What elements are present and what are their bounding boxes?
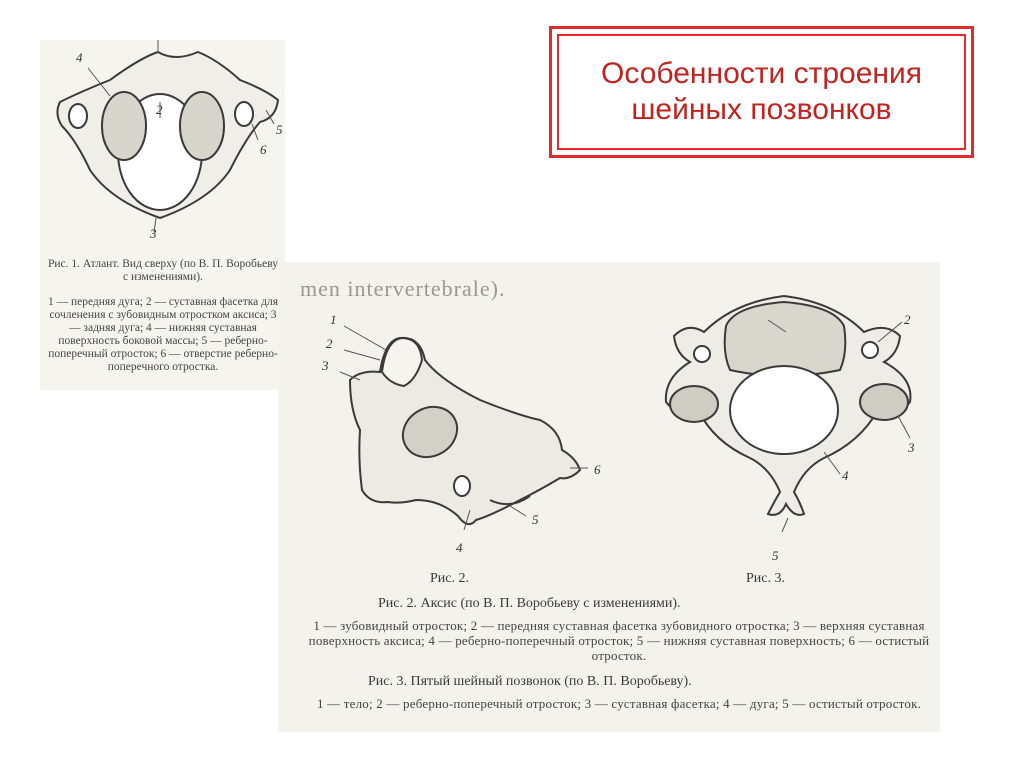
figure-1-label: 5 [276, 122, 283, 137]
title-inner-frame [557, 34, 966, 150]
figure-2-caption: Рис. 2. Аксис (по В. П. Воробьеву с изменениями). [378, 596, 681, 611]
figure-3-label: 5 [772, 548, 779, 563]
figure-2-short-caption: Рис. 2. [430, 571, 469, 586]
figure-1-legend: 1 — передняя дуга; 2 — суставная фасетка для сочленения с зубовидным отростком аксиса; 3 — задняя дуга; 4 — нижняя суставная поверхность боковой массы; 5 — реберно-поперечный отросток; 6 — отверстие реберно-поперечного отростка. [47, 296, 279, 373]
title-frame [549, 26, 974, 158]
figure-3-short-caption: Рис. 3. [746, 571, 785, 586]
figure-2-label: 2 [326, 336, 333, 351]
figure-2-label: 3 [322, 358, 329, 373]
figure-1-label: 3 [150, 226, 157, 241]
figure-3-label: 3 [908, 440, 915, 455]
figure-1-label: 2 [156, 102, 163, 117]
figure-1-caption: Рис. 1. Атлант. Вид сверху (по В. П. Воробьеву с изменениями). [47, 258, 279, 283]
figure-3-legend: 1 — тело; 2 — реберно-поперечный отросток; 3 — суставная фасетка; 4 — дуга; 5 — остистый отросток. [316, 696, 922, 711]
figure-2-label: 1 [330, 312, 337, 327]
figure-2-label: 6 [594, 462, 601, 477]
figure-2-label: 4 [456, 540, 463, 555]
figure-3-label: 4 [842, 468, 849, 483]
bleed-through-text: men intervertebrale). [300, 276, 506, 301]
figure-1-label: 6 [260, 142, 267, 157]
figure-2-axis-drawing [330, 320, 610, 550]
figure-2-label: 5 [532, 512, 539, 527]
figure-3-vertebra-drawing [664, 292, 924, 532]
figure-3-label: 2 [904, 312, 911, 327]
slide-title: Особенности строения шейных позвонков [601, 57, 922, 126]
figure-3-caption: Рис. 3. Пятый шейный позвонок (по В. П. Воробьеву). [368, 674, 692, 689]
figure-1-label: 4 [76, 50, 83, 65]
figure-2-legend: 1 — зубовидный отросток; 2 — передняя суставная фасетка зубовидного отростка; 3 — верхняя суставная поверхность аксиса; 4 — реберно-поперечный отросток; 5 — нижняя суставная поверхность; 6 — остистый отросток. [308, 618, 930, 663]
figure-1-atlas-drawing [40, 40, 300, 240]
